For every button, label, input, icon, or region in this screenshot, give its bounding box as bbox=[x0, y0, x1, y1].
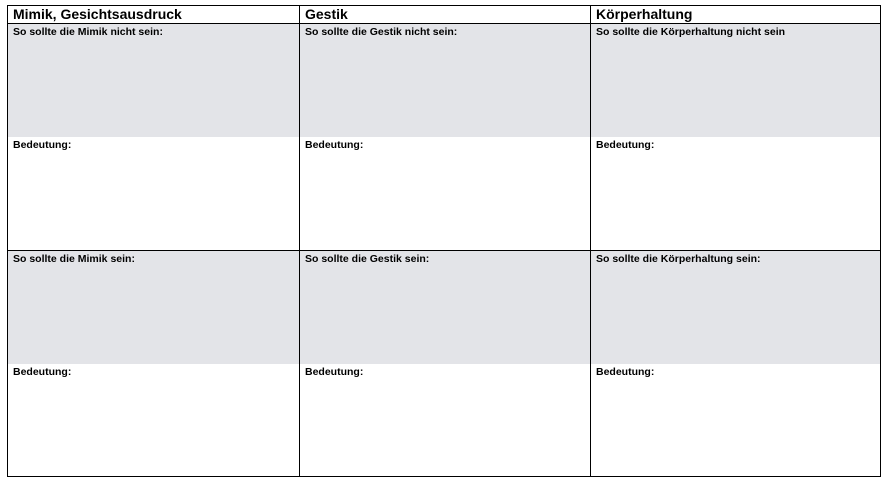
column-header-gestik bbox=[300, 6, 591, 24]
column-header-label: Mimik, Gesichtsausdruck bbox=[13, 6, 182, 22]
gestik-not-meaning-cell[interactable] bbox=[300, 137, 591, 251]
gestik-not-meaning-label: Bedeutung: bbox=[305, 139, 364, 151]
column-header-label: Körperhaltung bbox=[596, 6, 693, 22]
mimik-not-meaning-cell[interactable] bbox=[8, 137, 300, 251]
column-header-mimik bbox=[8, 6, 300, 24]
mimik-should-meaning-cell[interactable] bbox=[8, 364, 300, 476]
koerperhaltung-should-meaning-cell[interactable] bbox=[591, 364, 880, 476]
koerperhaltung-not-label: So sollte die Körperhaltung nicht sein bbox=[596, 26, 786, 38]
koerperhaltung-should-label: So sollte die Körperhaltung sein: bbox=[596, 253, 761, 265]
mimik-not-meaning-label: Bedeutung: bbox=[13, 139, 72, 151]
column-header-koerperhaltung bbox=[591, 6, 880, 24]
gestik-not-label: So sollte die Gestik nicht sein: bbox=[305, 26, 458, 38]
koerperhaltung-should-cell[interactable] bbox=[591, 251, 880, 364]
mimik-not-label: So sollte die Mimik nicht sein: bbox=[13, 26, 163, 38]
mimik-not-cell[interactable] bbox=[8, 24, 300, 137]
koerperhaltung-not-meaning-cell[interactable] bbox=[591, 137, 880, 251]
column-header-label: Gestik bbox=[305, 6, 348, 22]
gestik-should-cell[interactable] bbox=[300, 251, 591, 364]
gestik-should-label: So sollte die Gestik sein: bbox=[305, 253, 430, 265]
koerperhaltung-should-meaning-label: Bedeutung: bbox=[596, 366, 655, 378]
mimik-should-cell[interactable] bbox=[8, 251, 300, 364]
gestik-should-meaning-label: Bedeutung: bbox=[305, 366, 364, 378]
gestik-not-cell[interactable] bbox=[300, 24, 591, 137]
mimik-should-meaning-label: Bedeutung: bbox=[13, 366, 72, 378]
body-language-worksheet-table bbox=[7, 5, 881, 477]
koerperhaltung-not-meaning-label: Bedeutung: bbox=[596, 139, 655, 151]
gestik-should-meaning-cell[interactable] bbox=[300, 364, 591, 476]
koerperhaltung-not-cell[interactable] bbox=[591, 24, 880, 137]
mimik-should-label: So sollte die Mimik sein: bbox=[13, 253, 135, 265]
